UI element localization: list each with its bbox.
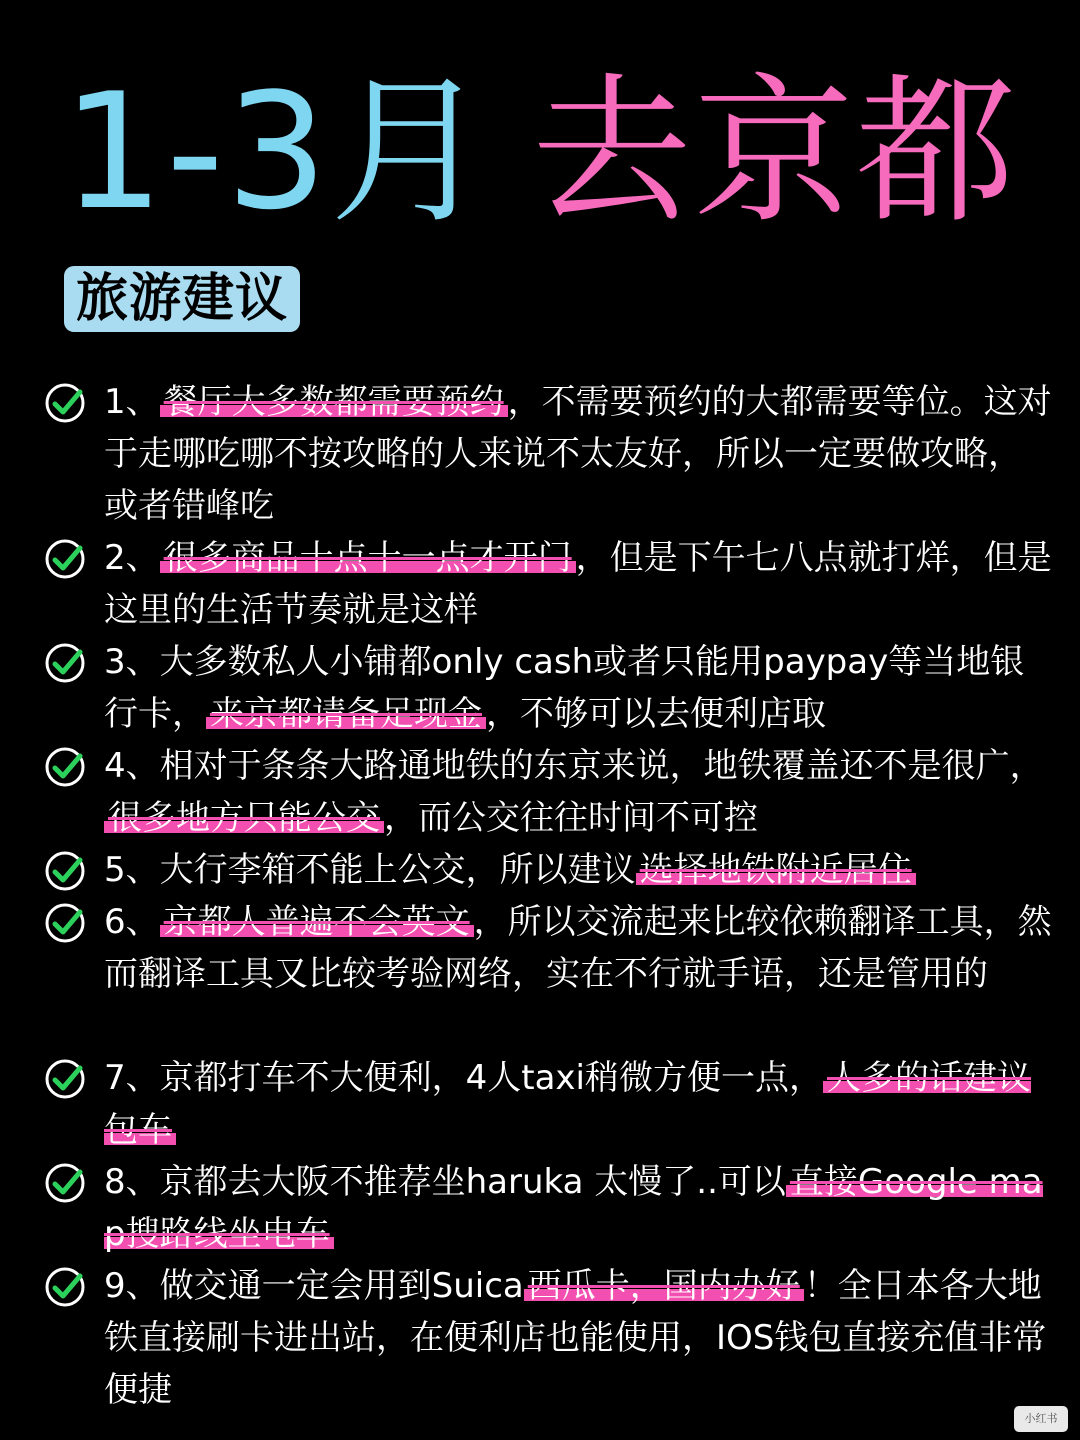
title-months: 1-3月	[62, 58, 492, 245]
tip-text: 8、京都去大阪不推荐坐haruka 太慢了..可以 直接Google map搜路线坐电车	[104, 1162, 1043, 1254]
check-circle-icon	[44, 902, 86, 944]
page-title	[0, 58, 1080, 245]
check-circle-icon	[44, 850, 86, 892]
tip-text: 7、京都打车不大便利，4人taxi稍微方便一点， 人多的话建议包车	[104, 1058, 1031, 1150]
watermark-logo: 小红书	[1014, 1406, 1068, 1432]
tip-text: 1、 餐厅大多数都需要预约 ，不需要预约的大都需要等位。这对于走哪吃哪不按攻略的人来说不太友好，所以一定要做攻略，或者错峰吃	[104, 382, 1052, 526]
check-circle-icon	[44, 1266, 86, 1308]
tip-text: 5、大行李箱不能上公交，所以建议 选择地铁附近居住	[104, 844, 1054, 896]
check-circle-icon	[44, 746, 86, 788]
check-circle-icon	[44, 642, 86, 684]
section-badge: 旅游建议	[64, 266, 300, 332]
check-circle-icon	[44, 538, 86, 580]
tip-text: 9、做交通一定会用到Suica 西瓜卡，国内办好 ！全日本各大地铁直接刷卡进出站，在便利店也能使用，IOS钱包直接充值非常便捷	[104, 1266, 1047, 1410]
tip-text: 2、 很多商品十点十一点才开门 ，但是下午七八点就打烊，但是这里的生活节奏就是这样	[104, 538, 1052, 630]
tip-text: 3、大多数私人小铺都only cash或者只能用paypay等当地银行卡， 来京都请备足现金 ，不够可以去便利店取	[104, 642, 1025, 734]
check-circle-icon	[44, 382, 86, 424]
check-circle-icon	[44, 1058, 86, 1100]
title-destination: 去京都	[531, 58, 1018, 245]
tip-text: 6、 京都人普遍不会英文 ，所以交流起来比较依赖翻译工具，然而翻译工具又比较考验网络，实在不行就手语，还是管用的	[104, 902, 1052, 994]
check-circle-icon	[44, 1162, 86, 1204]
tip-text: 4、相对于条条大路通地铁的东京来说，地铁覆盖还不是很广，很多地方只能公交 ，而公交往往时间不可控	[104, 746, 1044, 838]
